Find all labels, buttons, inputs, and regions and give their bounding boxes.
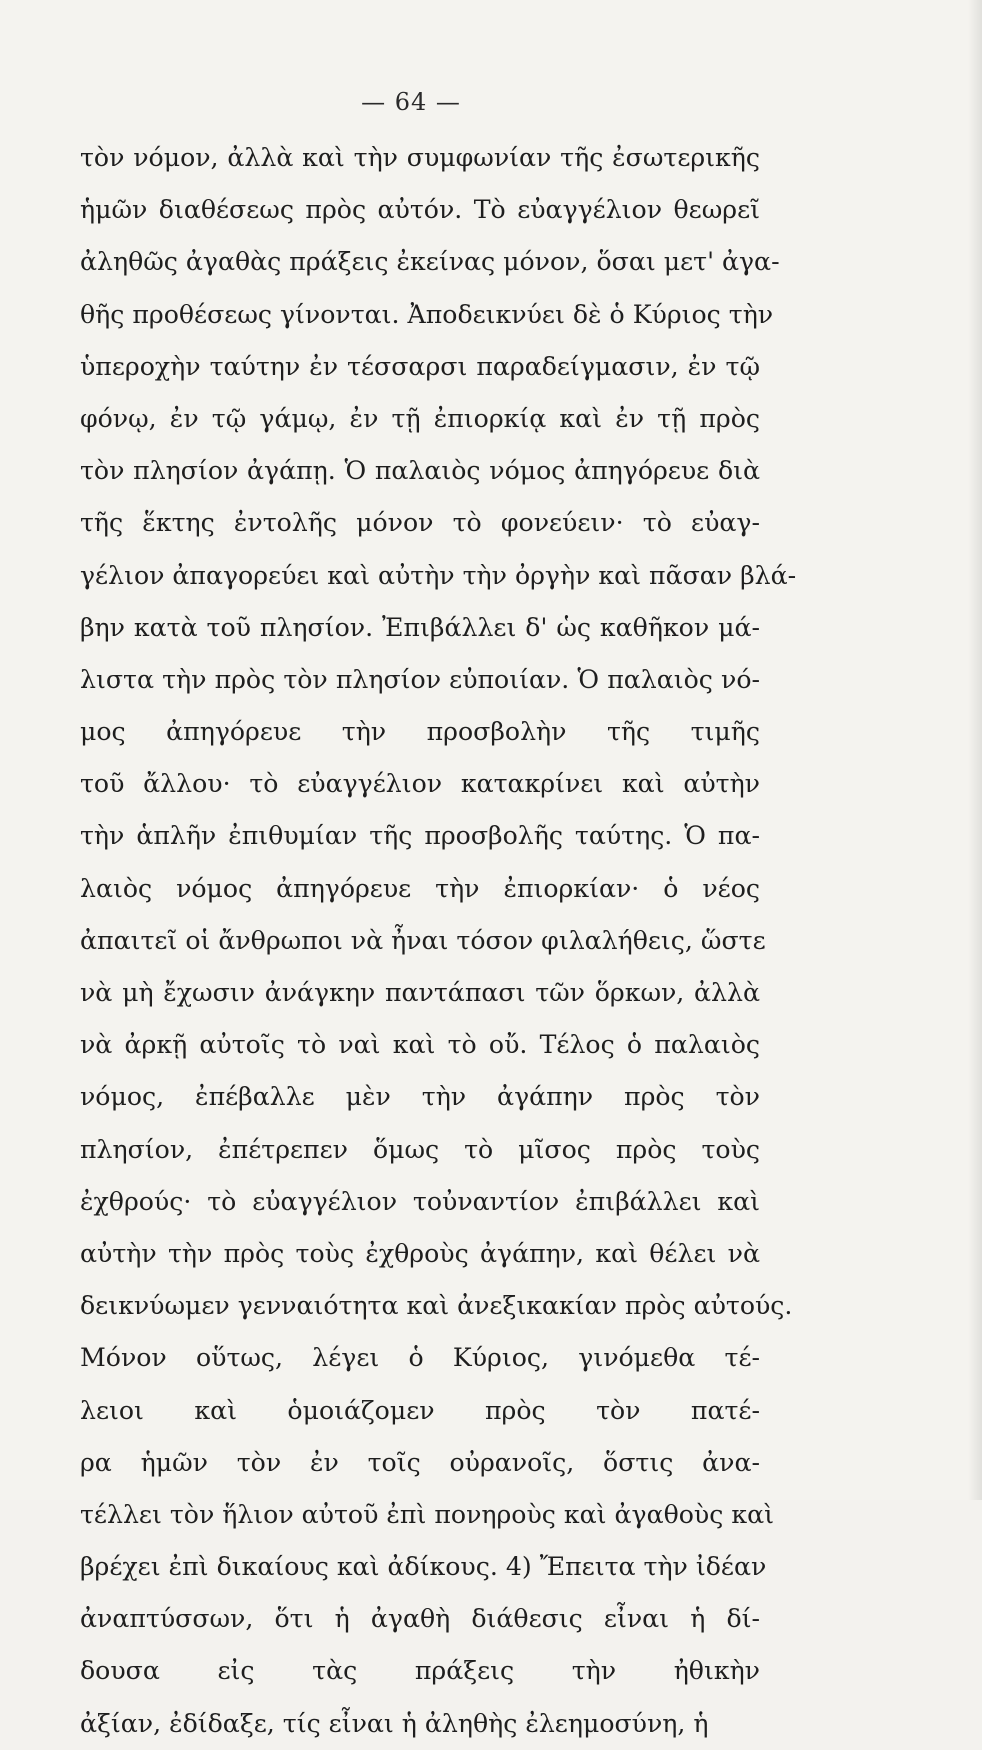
text-line: μος ἀπηγόρευε τὴν προσβολὴν τῆς τιμῆς [80, 717, 760, 747]
text-line: ἀξίαν, ἐδίδαξε, τίς εἶναι ἡ ἀληθὴς ἐλεημοσύνη, ἡ [80, 1708, 709, 1738]
text-line: τὴν ἁπλῆν ἐπιθυμίαν τῆς προσβολῆς ταύτης. Ὁ πα- [80, 821, 760, 851]
text-line: ἡμῶν διαθέσεως πρὸς αὐτόν. Τὸ εὐαγγέλιον θεωρεῖ [80, 195, 760, 225]
text-line: ἀπαιτεῖ οἱ ἄνθρωποι νὰ ἦναι τόσον φιλαλήθεις, ὥστε [80, 925, 766, 955]
text-line: νὰ ἀρκῇ αὐτοῖς τὸ ναὶ καὶ τὸ οὔ. Τέλος ὁ παλαιὸς [80, 1030, 760, 1060]
text-line: θῆς προθέσεως γίνονται. Ἀποδεικνύει δὲ ὁ Κύριος τὴν [80, 299, 774, 329]
body-text [80, 132, 797, 1750]
text-line: λαιὸς νόμος ἀπηγόρευε τὴν ἐπιορκίαν· ὁ νέος [80, 873, 760, 903]
text-line: τοῦ ἄλλου· τὸ εὐαγγέλιον κατακρίνει καὶ αὐτὴν [80, 769, 760, 799]
text-line: δουσα εἰς τὰς πράξεις τὴν ἠθικὴν [80, 1656, 760, 1686]
text-line: ὑπεροχὴν ταύτην ἐν τέσσαρσι παραδείγμασιν, ἐν τῷ [80, 351, 760, 381]
text-line: ἀναπτύσσων, ὅτι ἡ ἀγαθὴ διάθεσις εἶναι ἡ δί- [80, 1604, 760, 1634]
text-line: αὐτὴν τὴν πρὸς τοὺς ἐχθροὺς ἀγάπην, καὶ θέλει νὰ [80, 1238, 760, 1268]
text-line: τὸν νόμον, ἀλλὰ καὶ τὴν συμφωνίαν τῆς ἐσωτερικῆς [80, 143, 760, 172]
page-edge-shadow [968, 0, 982, 1500]
text-line: Μόνον οὕτως, λέγει ὁ Κύριος, γινόμεθα τέ- [80, 1343, 760, 1373]
text-line: λειοι καὶ ὁμοιάζομεν πρὸς τὸν πατέ- [80, 1395, 760, 1425]
text-line: δεικνύωμεν γενναιότητα καὶ ἀνεξικακίαν πρὸς αὐτούς. [80, 1291, 793, 1321]
text-line: φόνῳ, ἐν τῷ γάμῳ, ἐν τῇ ἐπιορκίᾳ καὶ ἐν τῇ πρὸς [80, 403, 760, 433]
text-line: ρα ἡμῶν τὸν ἐν τοῖς οὐρανοῖς, ὅστις ἀνα- [80, 1447, 760, 1477]
text-line: νὰ μὴ ἔχωσιν ἀνάγκην παντάπασι τῶν ὅρκων, ἀλλὰ [80, 978, 760, 1007]
text-line: γέλιον ἀπαγορεύει καὶ αὐτὴν τὴν ὀργὴν καὶ πᾶσαν βλά- [80, 560, 797, 590]
text-line: τῆς ἕκτης ἐντολῆς μόνον τὸ φονεύειν· τὸ εὐαγ- [80, 508, 760, 538]
text-line: τὸν πλησίον ἀγάπῃ. Ὁ παλαιὸς νόμος ἀπηγόρευε διὰ [80, 456, 760, 486]
text-line: βην κατὰ τοῦ πλησίον. Ἐπιβάλλει δ' ὡς καθῆκον μά- [80, 612, 760, 642]
text-line: ἀληθῶς ἀγαθὰς πράξεις ἐκείνας μόνον, ὅσαι μετ' ἀγα- [80, 247, 780, 277]
text-line: νόμος, ἐπέβαλλε μὲν τὴν ἀγάπην πρὸς τὸν [80, 1082, 760, 1112]
text-line: πλησίον, ἐπέτρεπεν ὅμως τὸ μῖσος πρὸς τοὺς [80, 1134, 760, 1164]
text-line: τέλλει τὸν ἥλιον αὐτοῦ ἐπὶ πονηροὺς καὶ ἀγαθοὺς καὶ [80, 1499, 774, 1529]
text-line: ἐχθρούς· τὸ εὐαγγέλιον τοὐναντίον ἐπιβάλλει καὶ [80, 1186, 760, 1216]
text-line: λιστα τὴν πρὸς τὸν πλησίον εὐποιίαν. Ὁ παλαιὸς νό- [80, 664, 760, 694]
page-number: — 64 — [361, 88, 461, 116]
text-line: βρέχει ἐπὶ δικαίους καὶ ἀδίκους. 4) Ἔπειτα τὴν ἰδέαν [80, 1552, 767, 1582]
